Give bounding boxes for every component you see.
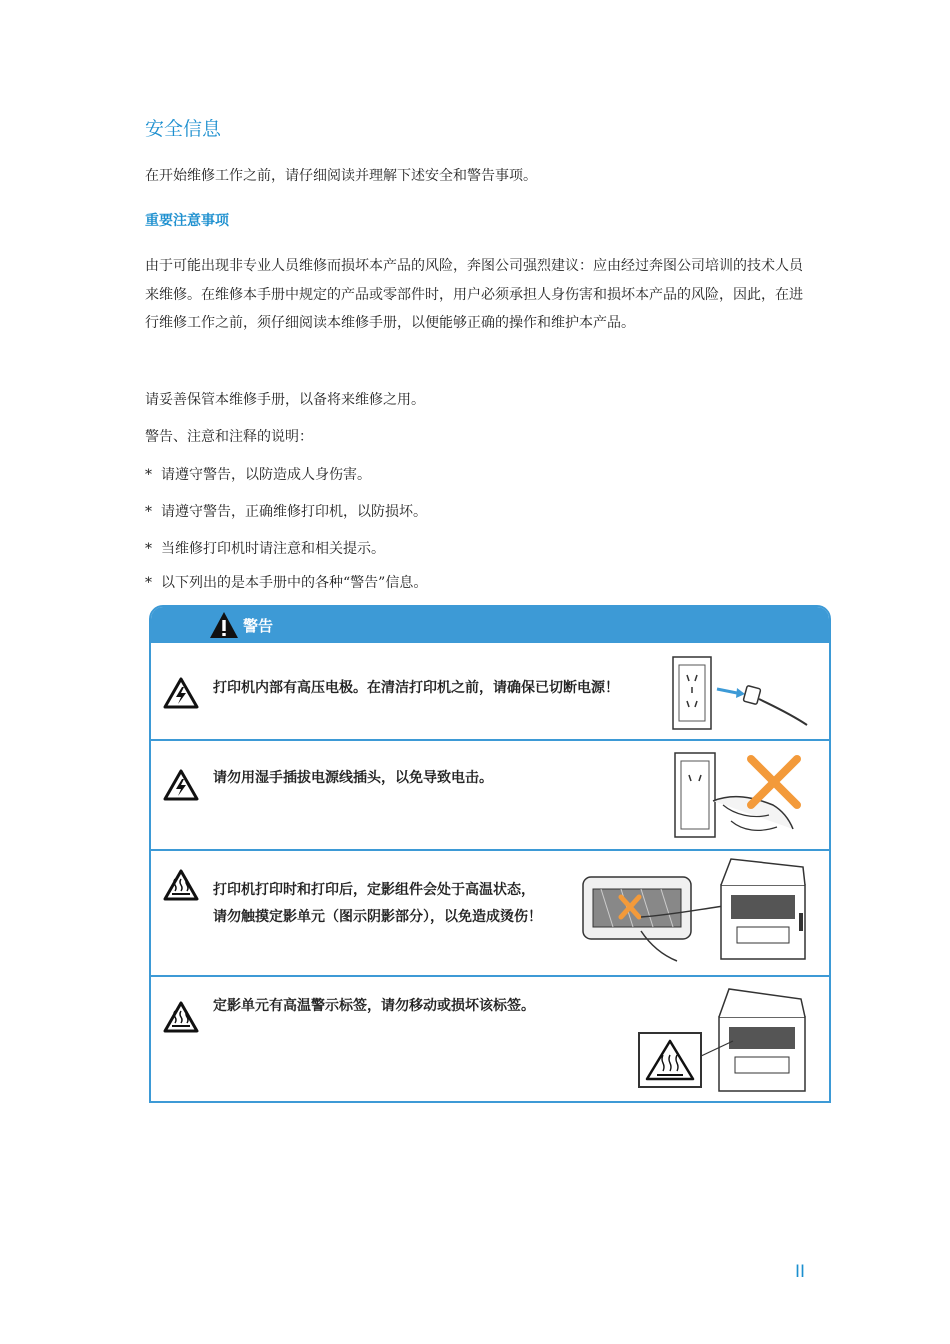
unplugged-outlet-illustration — [671, 653, 811, 735]
paragraph-risk: 由于可能出现非专业人员维修而损坏本产品的风险，奔图公司强烈建议：应由经过奔图公司培训的技术人员来维修。在维修本手册中规定的产品或零部件时，用户必须承担人身伤害和损坏本产品的风险，因此，在进行维修工作之前，须仔细阅读本维修手册，以便能够正确的操作和维护本产品。 — [145, 258, 803, 331]
bullet-item: * 请遵守警告，以防造成人身伤害。 — [145, 467, 371, 483]
fuser-label-illustration — [637, 987, 813, 1097]
intro-text: 在开始维修工作之前，请仔细阅读并理解下述安全和警告事项。 — [145, 168, 537, 184]
page-number: II — [795, 1262, 806, 1282]
hot-surface-warning-icon — [163, 869, 199, 901]
paragraph-legend: 警告、注意和注释的说明： — [145, 429, 313, 445]
warning-row: 定影单元有高温警示标签，请勿移动或损坏该标签。 — [151, 977, 829, 1103]
hot-surface-warning-icon — [163, 1001, 199, 1033]
bullet-item: * 当维修打印机时请注意和相关提示。 — [145, 541, 385, 557]
warning-header — [151, 607, 829, 643]
electric-shock-warning-icon — [163, 677, 199, 709]
fuser-printer-illustration — [581, 857, 813, 971]
wet-hand-plug-illustration — [673, 749, 813, 841]
warning-row: 请勿用湿手插拔电源线插头，以免导致电击。 — [151, 741, 829, 851]
warning-header-label: 警告 — [243, 617, 274, 635]
warning-box — [149, 605, 831, 1103]
paragraph-keep-manual: 请妥善保管本维修手册，以备将来维修之用。 — [145, 392, 425, 408]
warning-triangle-icon — [209, 611, 239, 639]
section-subtitle: 重要注意事项 — [145, 213, 229, 229]
electric-shock-warning-icon — [163, 769, 199, 801]
warning-row: 打印机内部有高压电极。在清洁打印机之前，请确保已切断电源！ — [151, 643, 829, 741]
page-title: 安全信息 — [145, 118, 222, 140]
bullet-item: * 请遵守警告，正确维修打印机，以防损坏。 — [145, 504, 427, 520]
bullet-item: * 以下列出的是本手册中的各种“警告”信息。 — [145, 575, 428, 591]
warning-row: 打印机打印时和打印后，定影组件会处于高温状态，请勿触摸定影单元（图示阴影部分），以免造成烫伤！ — [151, 851, 829, 977]
